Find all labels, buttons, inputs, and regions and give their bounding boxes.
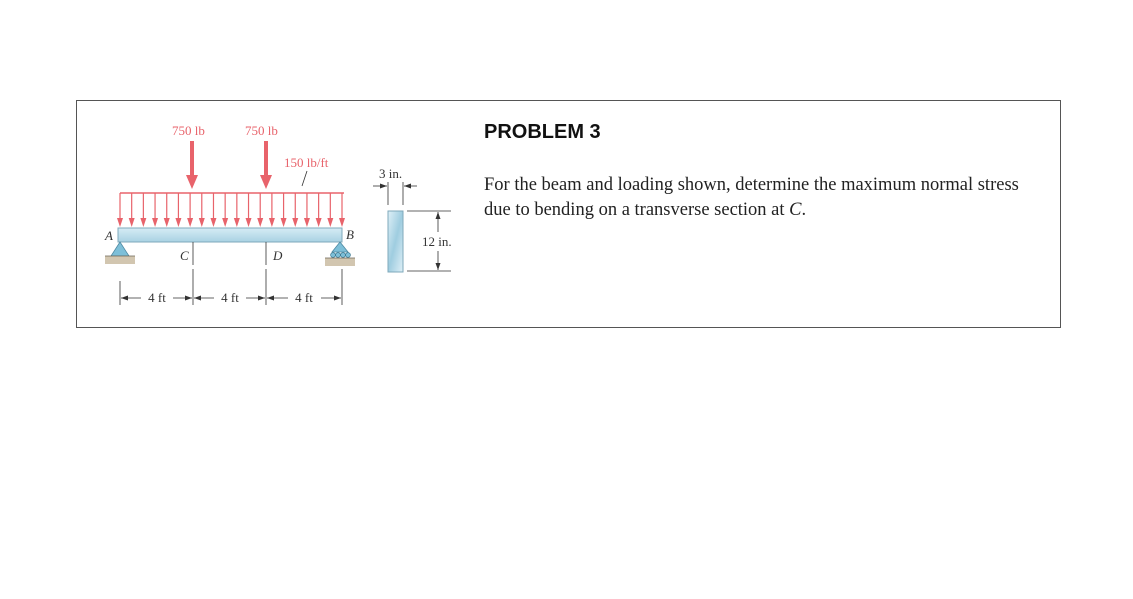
distributed-load xyxy=(117,193,345,227)
beam xyxy=(118,228,342,242)
point-load-1-head xyxy=(186,175,198,189)
distributed-load-arrow-head xyxy=(257,218,263,227)
section-height-label: 12 in. xyxy=(422,234,452,249)
roller-support-b xyxy=(325,242,355,266)
span-3-label: 4 ft xyxy=(295,290,313,305)
pin-support-a xyxy=(105,242,135,264)
distributed-load-arrow-head xyxy=(316,218,322,227)
beam-figure xyxy=(77,101,477,327)
section-width-left-arrow xyxy=(380,184,387,189)
distributed-load-arrow-head xyxy=(129,218,135,227)
section-width-label: 3 in. xyxy=(379,166,403,181)
distributed-load-arrow-head xyxy=(164,218,170,227)
point-load-1-shaft xyxy=(190,141,194,177)
distributed-load-arrow-head xyxy=(140,218,146,227)
distributed-load-label: 150 lb/ft xyxy=(284,155,329,170)
point-load-1 xyxy=(186,141,198,189)
span-1-label: 4 ft xyxy=(148,290,166,305)
problem-statement xyxy=(484,173,1044,223)
point-load-2-head xyxy=(260,175,272,189)
section-height-bottom-arrow xyxy=(436,263,441,270)
roller-support-b-ground xyxy=(325,258,355,266)
roller-support-b-triangle xyxy=(332,242,348,252)
point-load-2-label: 750 lb xyxy=(245,123,278,138)
distributed-load-arrow-head xyxy=(327,218,333,227)
roller-b-4 xyxy=(346,253,351,258)
roller-b-3 xyxy=(341,253,346,258)
span-3-left-arrow xyxy=(267,296,274,301)
point-d-label: D xyxy=(273,248,283,263)
section-height-top-arrow xyxy=(436,212,441,219)
distributed-load-arrow-head xyxy=(246,218,252,227)
cross-section xyxy=(388,211,403,272)
problem-statement-end: . xyxy=(801,200,807,220)
distributed-load-leader xyxy=(302,171,307,186)
point-c-label: C xyxy=(180,248,189,263)
point-load-1-label: 750 lb xyxy=(172,123,205,138)
distributed-load-arrow-head xyxy=(117,218,123,227)
pin-support-a-triangle xyxy=(111,242,129,256)
point-load-2 xyxy=(260,141,272,189)
problem-title: PROBLEM 3 xyxy=(484,121,601,143)
section-width-right-arrow xyxy=(404,184,411,189)
problem-panel xyxy=(76,100,1061,328)
roller-b-2 xyxy=(336,253,341,258)
problem-statement-point: C xyxy=(789,200,802,220)
span-1-right-arrow xyxy=(185,296,192,301)
span-1-left-arrow xyxy=(121,296,128,301)
point-a-label: A xyxy=(105,228,113,243)
distributed-load-arrows xyxy=(117,193,345,227)
distributed-load-arrow-head xyxy=(210,218,216,227)
span-2-label: 4 ft xyxy=(221,290,239,305)
span-2-left-arrow xyxy=(194,296,201,301)
distributed-load-arrow-head xyxy=(222,218,228,227)
distributed-load-arrow-head xyxy=(234,218,240,227)
distributed-load-arrow-head xyxy=(304,218,310,227)
point-b-label: B xyxy=(346,227,354,242)
span-2-right-arrow xyxy=(258,296,265,301)
distributed-load-arrow-head xyxy=(187,218,193,227)
distributed-load-arrow-head xyxy=(175,218,181,227)
section-width-dimension xyxy=(373,182,417,205)
point-load-2-shaft xyxy=(264,141,268,177)
distributed-load-arrow-head xyxy=(292,218,298,227)
pin-support-a-ground xyxy=(105,256,135,264)
distributed-load-arrow-head xyxy=(152,218,158,227)
distributed-load-arrow-head xyxy=(281,218,287,227)
distributed-load-arrow-head xyxy=(339,218,345,227)
problem-statement-text: For the beam and loading shown, determine the maximum normal stress due to bending on a transverse section at xyxy=(484,175,1019,220)
distributed-load-arrow-head xyxy=(199,218,205,227)
distributed-load-arrow-head xyxy=(269,218,275,227)
roller-b-1 xyxy=(331,253,336,258)
span-3-right-arrow xyxy=(334,296,341,301)
